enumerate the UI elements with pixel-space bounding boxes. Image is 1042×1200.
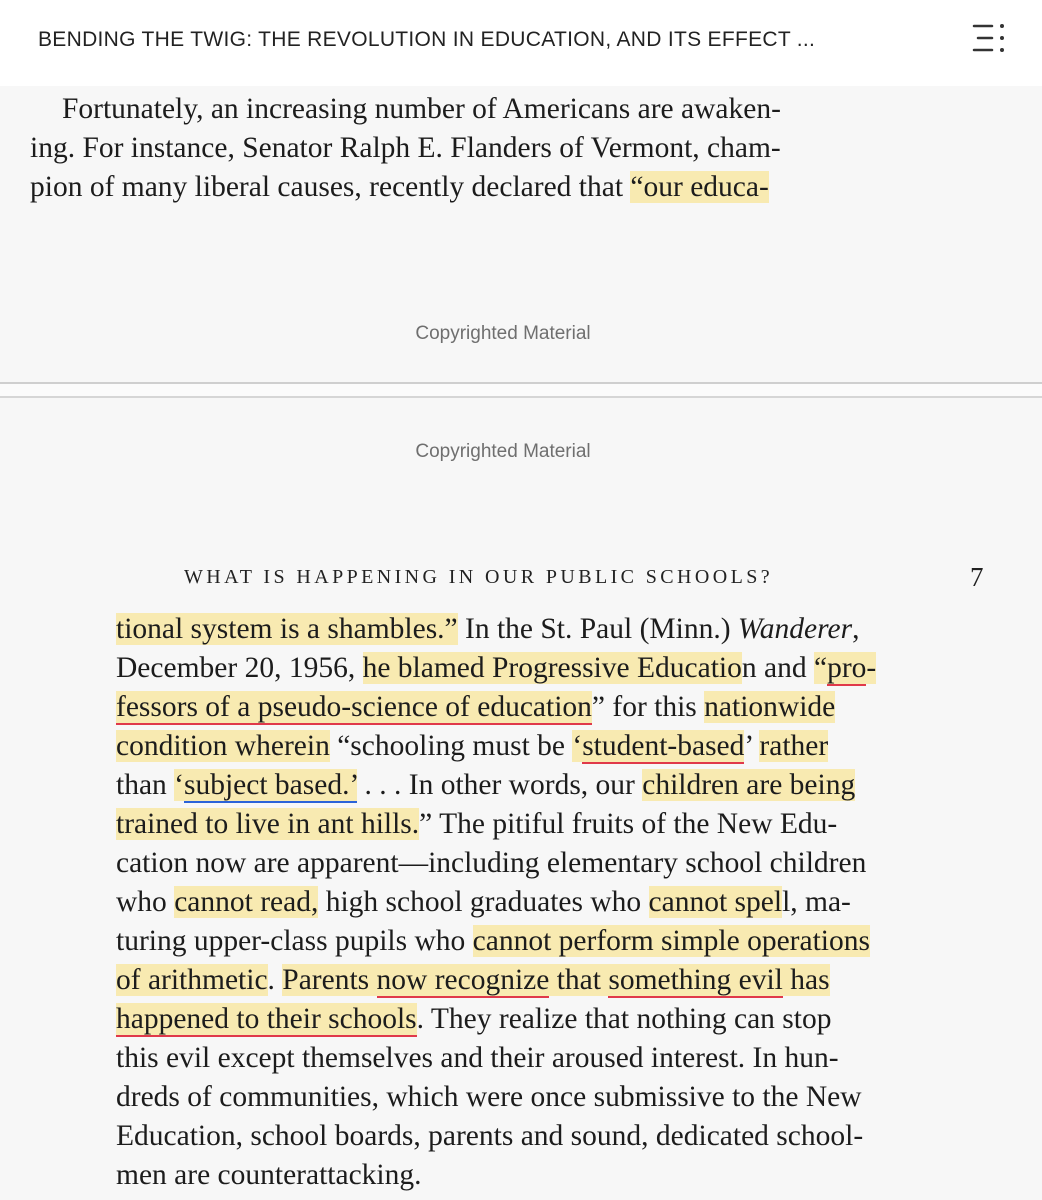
body-line-15: men are counterattacking. [116,1159,422,1191]
body-line-12: this evil except themselves and their aroused interest. In hun- [116,1042,839,1074]
page1-line-2: ing. For instance, Senator Ralph E. Flanders of Vermont, cham- [30,132,781,164]
body-line-4: condition wherein “schooling must be ‘student-based’ rather [116,730,829,762]
page1-line-1: Fortunately, an increasing number of Americans are awaken- [62,93,781,125]
body-line-1: tional system is a shambles.” In the St. Paul (Minn.) Wanderer, [116,613,860,645]
copyright-notice: Copyrighted Material [415,323,591,344]
page-divider [0,382,1042,398]
body-line-14: Education, school boards, parents and sound, dedicated school- [116,1120,864,1152]
book-title: BENDING THE TWIG: THE REVOLUTION IN EDUCATION, AND ITS EFFECT ... [38,28,816,51]
page1-line-3: pion of many liberal causes, recently declared that “our educa- [30,171,769,203]
body-line-5: than ‘subject based.’ . . . In other words, our children are being [116,769,856,801]
body-line-2: December 20, 1956, he blamed Progressive Education and “pro- [116,652,877,684]
page-number: 7 [970,562,984,592]
book-page-previous [0,86,1042,382]
reader-header [0,0,1042,86]
table-of-contents-icon[interactable] [968,22,1008,56]
body-line-10: of arithmetic. Parents now recognize that something evil has [116,964,830,996]
body-line-13: dreds of communities, which were once submissive to the New [116,1081,862,1113]
book-page-7 [0,398,1042,1200]
body-line-3: fessors of a pseudo-science of education” for this nationwide [116,691,836,723]
running-head: WHAT IS HAPPENING IN OUR PUBLIC SCHOOLS? [184,566,773,588]
copyright-notice: Copyrighted Material [415,441,591,462]
body-line-7: cation now are apparent—including elementary school children [116,847,867,879]
body-line-11: happened to their schools. They realize that nothing can stop [116,1003,832,1035]
body-line-8: who cannot read, high school graduates who cannot spell, ma- [116,886,851,918]
body-line-6: trained to live in ant hills.” The pitiful fruits of the New Edu- [116,808,838,840]
body-line-9: turing upper-class pupils who cannot perform simple operations [116,925,870,957]
